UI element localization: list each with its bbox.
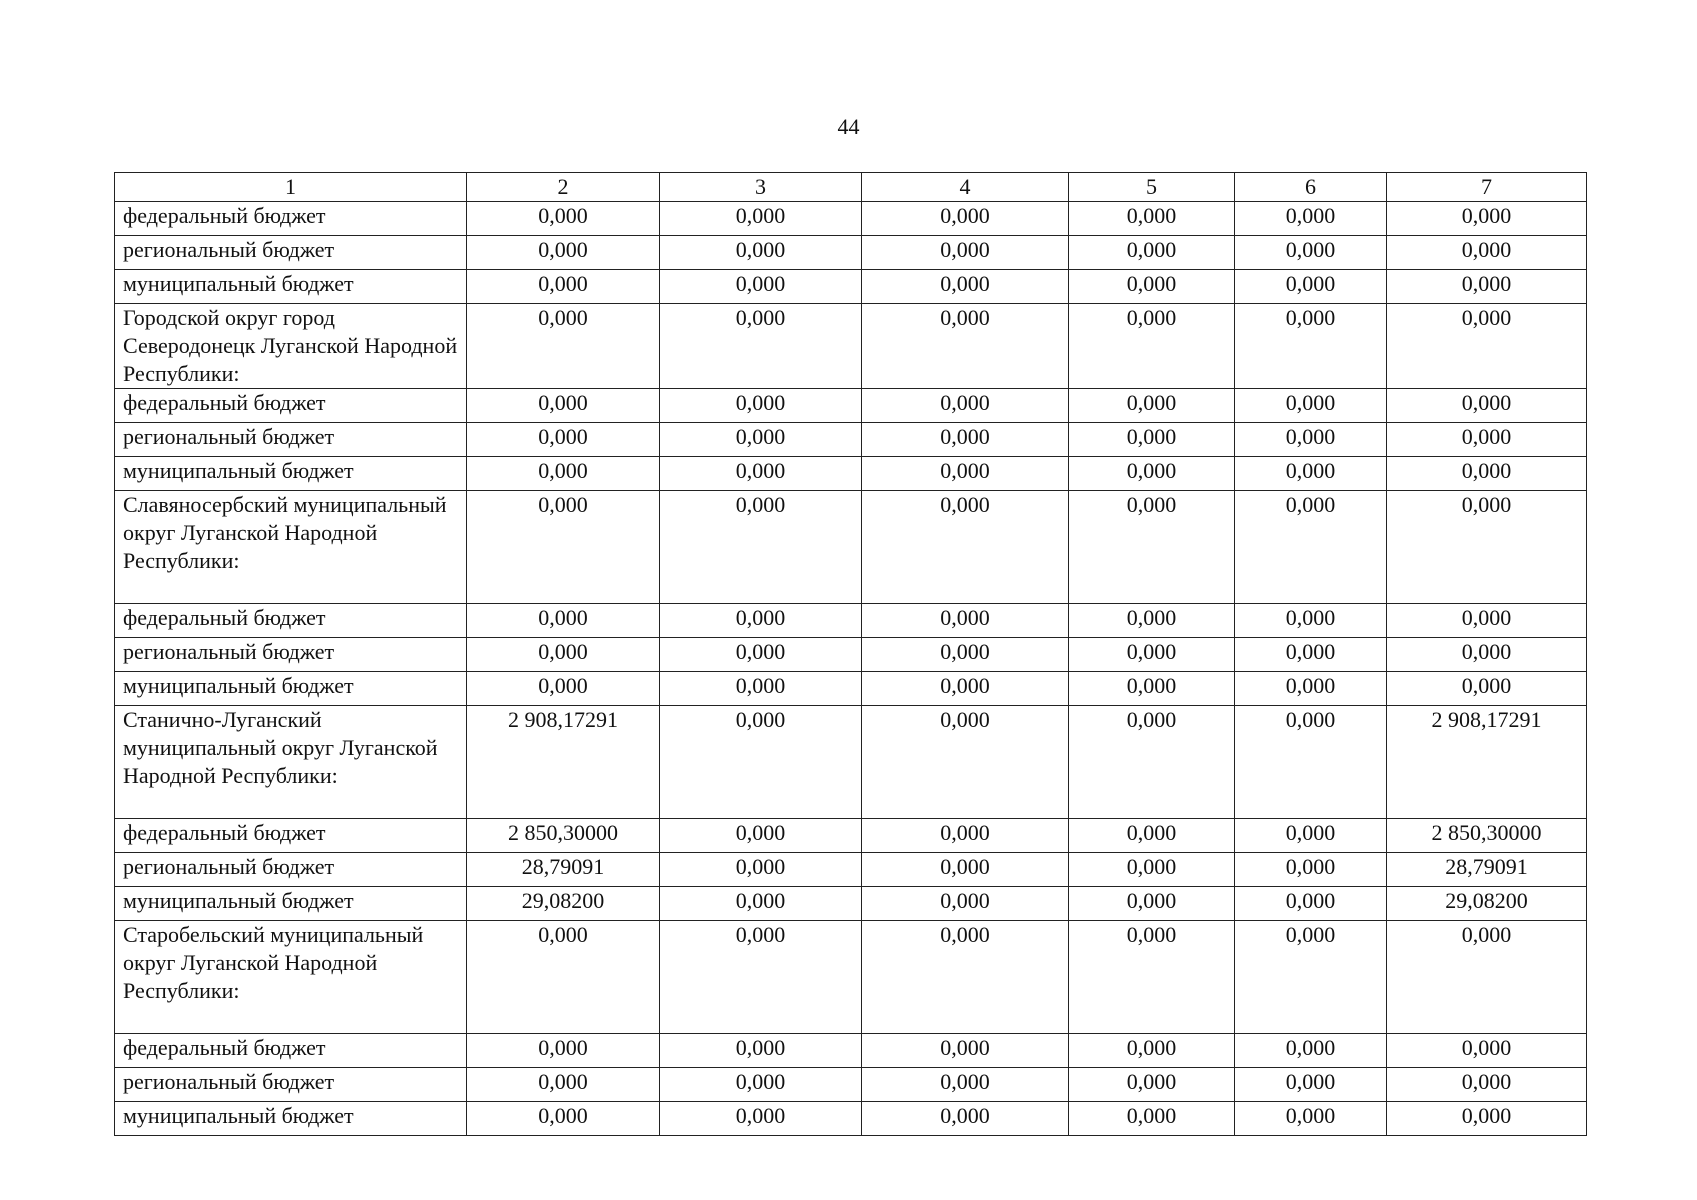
cell-value: 0,000 xyxy=(660,921,862,1034)
cell-value: 0,000 xyxy=(862,389,1069,423)
cell-value: 0,000 xyxy=(467,389,660,423)
cell-value: 0,000 xyxy=(862,853,1069,887)
cell-value: 0,000 xyxy=(660,1034,862,1068)
table-row xyxy=(115,638,1587,672)
row-label: региональный бюджет xyxy=(115,1068,467,1102)
column-header: 4 xyxy=(862,173,1069,202)
row-label: региональный бюджет xyxy=(115,236,467,270)
column-header: 6 xyxy=(1235,173,1387,202)
cell-value: 0,000 xyxy=(1235,672,1387,706)
cell-value: 0,000 xyxy=(862,706,1069,819)
cell-value: 0,000 xyxy=(1235,491,1387,604)
cell-value: 0,000 xyxy=(660,819,862,853)
cell-value: 0,000 xyxy=(862,1034,1069,1068)
cell-value: 0,000 xyxy=(1235,638,1387,672)
cell-value: 0,000 xyxy=(862,887,1069,921)
cell-value: 0,000 xyxy=(660,423,862,457)
table-row xyxy=(115,604,1587,638)
cell-value: 0,000 xyxy=(1069,457,1235,491)
table-row xyxy=(115,423,1587,457)
cell-value: 0,000 xyxy=(1069,1068,1235,1102)
cell-value: 0,000 xyxy=(467,423,660,457)
cell-value: 0,000 xyxy=(660,706,862,819)
cell-value: 0,000 xyxy=(1069,638,1235,672)
cell-value: 0,000 xyxy=(660,887,862,921)
cell-value: 0,000 xyxy=(1235,270,1387,304)
table-row xyxy=(115,491,1587,604)
row-label: муниципальный бюджет xyxy=(115,270,467,304)
cell-value: 0,000 xyxy=(467,921,660,1034)
cell-value: 0,000 xyxy=(1387,457,1587,491)
cell-value: 0,000 xyxy=(660,236,862,270)
table-row xyxy=(115,887,1587,921)
cell-value: 0,000 xyxy=(1235,202,1387,236)
cell-value: 0,000 xyxy=(1387,1102,1587,1136)
cell-value: 0,000 xyxy=(1387,1034,1587,1068)
cell-value: 0,000 xyxy=(1069,423,1235,457)
cell-value: 0,000 xyxy=(467,672,660,706)
cell-value: 0,000 xyxy=(1235,819,1387,853)
row-label: региональный бюджет xyxy=(115,853,467,887)
cell-value: 2 908,17291 xyxy=(467,706,660,819)
cell-value: 0,000 xyxy=(862,202,1069,236)
cell-value: 0,000 xyxy=(1235,457,1387,491)
cell-value: 0,000 xyxy=(660,853,862,887)
row-label: муниципальный бюджет xyxy=(115,1102,467,1136)
table-row xyxy=(115,672,1587,706)
table-row xyxy=(115,202,1587,236)
row-label: региональный бюджет xyxy=(115,423,467,457)
cell-value: 0,000 xyxy=(1235,304,1387,389)
table-row xyxy=(115,921,1587,1034)
cell-value: 0,000 xyxy=(862,604,1069,638)
cell-value: 0,000 xyxy=(467,457,660,491)
row-label: Станично-Луганский муниципальный округ Луганской Народной Республики: xyxy=(115,706,467,819)
cell-value: 0,000 xyxy=(1069,491,1235,604)
cell-value: 0,000 xyxy=(1069,304,1235,389)
column-header: 7 xyxy=(1387,173,1587,202)
cell-value: 0,000 xyxy=(1069,672,1235,706)
page-number: 44 xyxy=(837,114,860,139)
cell-value: 0,000 xyxy=(660,604,862,638)
cell-value: 0,000 xyxy=(1069,887,1235,921)
row-label: Славяносербский муниципальный округ Луганской Народной Республики: xyxy=(115,491,467,604)
cell-value: 0,000 xyxy=(1387,389,1587,423)
cell-value: 0,000 xyxy=(1069,270,1235,304)
cell-value: 0,000 xyxy=(467,202,660,236)
cell-value: 0,000 xyxy=(1235,1102,1387,1136)
cell-value: 0,000 xyxy=(1387,604,1587,638)
cell-value: 0,000 xyxy=(467,304,660,389)
cell-value: 0,000 xyxy=(660,202,862,236)
cell-value: 0,000 xyxy=(862,921,1069,1034)
table-row xyxy=(115,457,1587,491)
cell-value: 0,000 xyxy=(1069,1034,1235,1068)
cell-value: 0,000 xyxy=(1069,389,1235,423)
row-label: федеральный бюджет xyxy=(115,389,467,423)
cell-value: 0,000 xyxy=(1235,1034,1387,1068)
table-row xyxy=(115,236,1587,270)
cell-value: 2 908,17291 xyxy=(1387,706,1587,819)
column-header: 2 xyxy=(467,173,660,202)
table-row xyxy=(115,853,1587,887)
budget-table xyxy=(114,172,1587,1136)
row-label: муниципальный бюджет xyxy=(115,672,467,706)
cell-value: 0,000 xyxy=(862,491,1069,604)
cell-value: 0,000 xyxy=(1069,853,1235,887)
cell-value: 0,000 xyxy=(862,270,1069,304)
cell-value: 0,000 xyxy=(1235,1068,1387,1102)
cell-value: 0,000 xyxy=(1387,270,1587,304)
cell-value: 0,000 xyxy=(1069,1102,1235,1136)
cell-value: 0,000 xyxy=(1069,819,1235,853)
cell-value: 0,000 xyxy=(1387,491,1587,604)
cell-value: 0,000 xyxy=(467,604,660,638)
cell-value: 0,000 xyxy=(862,638,1069,672)
table-row xyxy=(115,270,1587,304)
row-label: Городской округ город Северодонецк Луганской Народной Республики: xyxy=(115,304,467,389)
table-row xyxy=(115,389,1587,423)
cell-value: 0,000 xyxy=(862,304,1069,389)
cell-value: 0,000 xyxy=(1387,202,1587,236)
cell-value: 0,000 xyxy=(660,1102,862,1136)
cell-value: 0,000 xyxy=(1387,672,1587,706)
cell-value: 0,000 xyxy=(1387,921,1587,1034)
table-row xyxy=(115,304,1587,389)
cell-value: 0,000 xyxy=(1235,887,1387,921)
cell-value: 0,000 xyxy=(862,236,1069,270)
table-row xyxy=(115,1068,1587,1102)
cell-value: 0,000 xyxy=(862,457,1069,491)
column-header: 3 xyxy=(660,173,862,202)
cell-value: 0,000 xyxy=(1069,202,1235,236)
row-label: федеральный бюджет xyxy=(115,202,467,236)
cell-value: 28,79091 xyxy=(1387,853,1587,887)
cell-value: 0,000 xyxy=(660,389,862,423)
cell-value: 0,000 xyxy=(467,1034,660,1068)
row-label: муниципальный бюджет xyxy=(115,457,467,491)
cell-value: 0,000 xyxy=(660,672,862,706)
cell-value: 0,000 xyxy=(1387,1068,1587,1102)
cell-value: 0,000 xyxy=(862,819,1069,853)
cell-value: 0,000 xyxy=(862,423,1069,457)
row-label: региональный бюджет xyxy=(115,638,467,672)
cell-value: 0,000 xyxy=(862,1102,1069,1136)
cell-value: 0,000 xyxy=(1387,236,1587,270)
table-row xyxy=(115,1034,1587,1068)
cell-value: 2 850,30000 xyxy=(1387,819,1587,853)
cell-value: 0,000 xyxy=(1235,604,1387,638)
cell-value: 29,08200 xyxy=(467,887,660,921)
cell-value: 0,000 xyxy=(1235,389,1387,423)
cell-value: 0,000 xyxy=(1069,236,1235,270)
cell-value: 0,000 xyxy=(1235,706,1387,819)
row-label: федеральный бюджет xyxy=(115,819,467,853)
row-label: Старобельский муниципальный округ Луганской Народной Республики: xyxy=(115,921,467,1034)
cell-value: 0,000 xyxy=(862,1068,1069,1102)
cell-value: 29,08200 xyxy=(1387,887,1587,921)
cell-value: 28,79091 xyxy=(467,853,660,887)
cell-value: 0,000 xyxy=(1387,423,1587,457)
cell-value: 0,000 xyxy=(660,1068,862,1102)
cell-value: 0,000 xyxy=(660,457,862,491)
cell-value: 0,000 xyxy=(660,491,862,604)
column-header: 1 xyxy=(115,173,467,202)
table-header-row xyxy=(115,173,1587,202)
cell-value: 0,000 xyxy=(1069,604,1235,638)
cell-value: 0,000 xyxy=(1069,706,1235,819)
column-header: 5 xyxy=(1069,173,1235,202)
table-row xyxy=(115,1102,1587,1136)
cell-value: 0,000 xyxy=(660,304,862,389)
row-label: федеральный бюджет xyxy=(115,1034,467,1068)
cell-value: 0,000 xyxy=(467,638,660,672)
cell-value: 0,000 xyxy=(660,270,862,304)
cell-value: 0,000 xyxy=(1387,304,1587,389)
cell-value: 0,000 xyxy=(467,1102,660,1136)
cell-value: 0,000 xyxy=(660,638,862,672)
cell-value: 0,000 xyxy=(1069,921,1235,1034)
cell-value: 0,000 xyxy=(467,270,660,304)
cell-value: 0,000 xyxy=(1235,853,1387,887)
cell-value: 0,000 xyxy=(1235,921,1387,1034)
table-row xyxy=(115,706,1587,819)
row-label: федеральный бюджет xyxy=(115,604,467,638)
cell-value: 0,000 xyxy=(1387,638,1587,672)
cell-value: 2 850,30000 xyxy=(467,819,660,853)
row-label: муниципальный бюджет xyxy=(115,887,467,921)
cell-value: 0,000 xyxy=(467,236,660,270)
cell-value: 0,000 xyxy=(467,1068,660,1102)
cell-value: 0,000 xyxy=(1235,423,1387,457)
cell-value: 0,000 xyxy=(467,491,660,604)
cell-value: 0,000 xyxy=(862,672,1069,706)
cell-value: 0,000 xyxy=(1235,236,1387,270)
table-row xyxy=(115,819,1587,853)
